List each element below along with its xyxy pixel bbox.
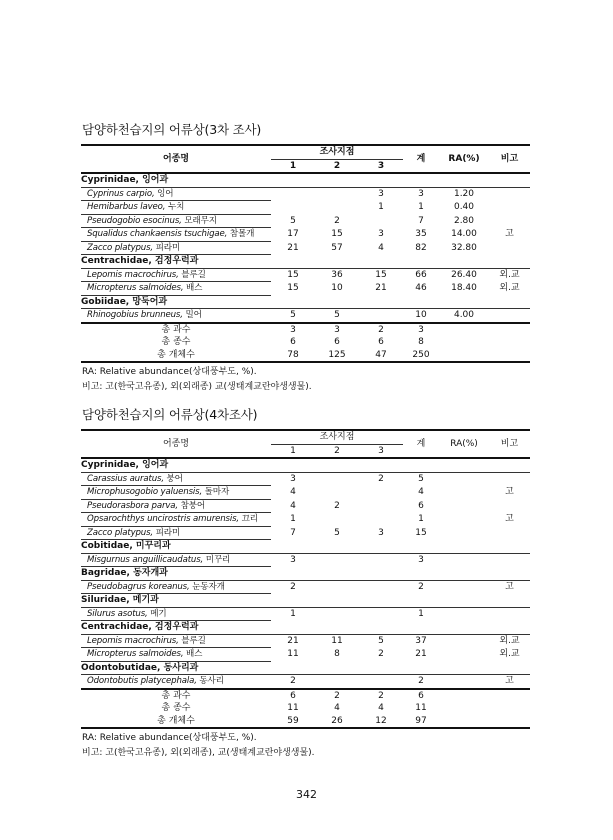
site-3-count — [359, 513, 403, 527]
site-2-count: 10 — [331, 283, 343, 293]
sum-total: 8 — [418, 337, 424, 347]
korean-name: 미꾸리 — [205, 554, 231, 565]
species-name — [81, 634, 271, 648]
total-row — [81, 349, 530, 363]
site-3-total: 12 — [359, 715, 403, 729]
site-3-count: 4 — [378, 242, 384, 253]
scientific-name: Pseudorasbora parva, — [87, 500, 178, 511]
scientific-name: Silurus asotus, — [87, 608, 148, 619]
total-row — [81, 702, 530, 715]
sum-count: 4 — [418, 487, 424, 497]
site-1-count: 1 — [290, 514, 296, 524]
header-site-3: 3 — [359, 444, 403, 458]
remark — [489, 472, 530, 486]
table-title-survey-3: 담양하천습지의 어류상(3차 조사) — [82, 122, 262, 137]
korean-name: 피라미 — [155, 242, 181, 253]
site-2-count — [315, 607, 359, 621]
site-2-total: 4 — [334, 703, 340, 713]
species-name — [81, 486, 271, 500]
site-1-count: 2 — [290, 581, 296, 592]
footnote-remarks: 비고: 고(한국고유종), 외(외래종), 교(생태계교란야생생물). — [82, 748, 315, 758]
header-note: 비고 — [489, 430, 530, 458]
sum-count: 37 — [415, 635, 427, 646]
header-site-1: 1 — [271, 444, 315, 458]
site-3-count: 21 — [375, 283, 387, 293]
site-2-count: 11 — [331, 635, 343, 646]
site-1-count: 4 — [290, 500, 296, 511]
site-3-count — [359, 499, 403, 513]
relative-abundance — [439, 472, 489, 486]
relative-abundance — [439, 675, 489, 689]
remark — [489, 526, 530, 540]
site-1-total: 59 — [271, 715, 315, 729]
relative-abundance: 32.80 — [451, 242, 477, 253]
sum-count: 2 — [418, 676, 424, 686]
footnote-ra: RA: Relative abundance(상대풍부도, %). — [82, 367, 257, 377]
relative-abundance — [439, 526, 489, 540]
scientific-name: Zacco platypus, — [87, 242, 154, 253]
sum-total: 11 — [415, 703, 427, 713]
scientific-name: Zacco platypus, — [87, 527, 154, 538]
relative-abundance: 2.80 — [453, 215, 475, 226]
header-sum: 계 — [403, 430, 439, 458]
site-3-count: 5 — [378, 635, 384, 646]
site-1-count — [271, 187, 315, 201]
korean-name: 동사리 — [199, 676, 224, 686]
species-name — [81, 187, 271, 201]
sum-count: 1 — [418, 608, 424, 619]
remark — [489, 553, 530, 567]
site-3-count — [359, 214, 403, 228]
korean-name: 잉어 — [157, 188, 174, 199]
sum-count: 6 — [418, 500, 424, 511]
scientific-name: Carassius auratus, — [87, 473, 164, 484]
scientific-name: Micropterus salmoides, — [87, 649, 184, 659]
species-name — [81, 607, 271, 621]
remark: 고 — [505, 229, 514, 239]
empty-cell — [439, 336, 489, 349]
total-row — [81, 715, 530, 729]
species-name — [81, 472, 271, 486]
korean-name: 참붕어 — [180, 500, 206, 511]
sum-count: 66 — [415, 269, 427, 280]
header-site-2: 2 — [315, 444, 359, 458]
korean-name: 누치 — [167, 202, 185, 212]
sum-total: 97 — [403, 715, 439, 729]
site-2-total: 6 — [334, 337, 340, 347]
species-name — [81, 228, 271, 242]
family-row — [81, 295, 530, 309]
species-name — [81, 214, 271, 228]
site-3-count: 1 — [378, 202, 384, 212]
sum-count: 2 — [418, 581, 424, 592]
scientific-name: Cyprinus carpio, — [87, 188, 155, 199]
site-3-total: 2 — [359, 689, 403, 703]
site-1-count: 2 — [290, 676, 296, 686]
header-species: 어종명 — [81, 145, 271, 173]
site-2-total: 26 — [315, 715, 359, 729]
relative-abundance — [439, 486, 489, 500]
scientific-name: Rhinogobius brunneus, — [87, 310, 183, 320]
remark: 고 — [505, 676, 514, 686]
family-name: Odontobutidae, 동사리과 — [81, 661, 530, 675]
family-row — [81, 255, 530, 269]
empty-cell — [439, 349, 489, 363]
remark — [489, 607, 530, 621]
species-row — [81, 526, 530, 540]
korean-name: 배스 — [186, 283, 203, 293]
site-3-total: 6 — [378, 337, 384, 347]
scientific-name: Squalidus chankaensis tsuchigae, — [87, 229, 228, 239]
sum-count: 1 — [418, 514, 424, 524]
remark — [489, 187, 530, 201]
empty-cell — [489, 702, 530, 715]
species-row — [81, 634, 530, 648]
species-row — [81, 214, 530, 228]
site-2-count: 5 — [334, 310, 340, 320]
sum-total: 6 — [403, 689, 439, 703]
species-name — [81, 648, 271, 662]
scientific-name: Hemibarbus laveo, — [87, 202, 166, 212]
scientific-name: Pseudogobio esocinus, — [87, 215, 182, 226]
fish-fauna-table-survey-3 — [81, 144, 530, 363]
remark: 고 — [505, 581, 514, 592]
relative-abundance: 0.40 — [453, 202, 475, 212]
site-2-count — [315, 187, 359, 201]
korean-name: 붕어 — [166, 473, 183, 484]
remark — [489, 201, 530, 215]
site-3-count — [359, 486, 403, 500]
site-2-count — [315, 580, 359, 594]
site-1-total: 6 — [271, 689, 315, 703]
korean-name: 블루길 — [181, 635, 206, 646]
korean-name: 밀어 — [185, 310, 202, 320]
family-name: Gobiidae, 망둑어과 — [81, 295, 530, 309]
scientific-name: Misgurnus anguillicaudatus, — [87, 554, 204, 565]
site-1-count: 11 — [287, 649, 299, 659]
korean-name: 돌마자 — [204, 487, 230, 497]
species-row — [81, 553, 530, 567]
empty-cell — [489, 715, 530, 729]
relative-abundance: 4.00 — [453, 310, 475, 320]
species-row — [81, 187, 530, 201]
korean-name: 모래무지 — [184, 215, 217, 226]
site-2-count — [315, 201, 359, 215]
species-row — [81, 282, 530, 296]
species-row — [81, 268, 530, 282]
site-1-count: 15 — [287, 269, 299, 280]
remark — [489, 241, 530, 255]
site-1-count: 21 — [287, 635, 299, 646]
relative-abundance — [439, 499, 489, 513]
site-1-count: 5 — [290, 310, 296, 320]
species-row — [81, 648, 530, 662]
site-3-count: 15 — [375, 269, 387, 280]
footnote-ra: RA: Relative abundance(상대풍부도, %). — [82, 733, 257, 743]
site-3-count: 3 — [378, 527, 384, 538]
header-ra: RA(%) — [439, 145, 489, 173]
remark: 외.교 — [499, 649, 520, 659]
korean-name: 참몰개 — [229, 229, 255, 239]
species-row — [81, 513, 530, 527]
site-2-count — [315, 486, 359, 500]
remark: 외.교 — [499, 269, 520, 280]
sum-count: 3 — [418, 188, 424, 199]
site-1-total: 78 — [271, 349, 315, 363]
relative-abundance — [439, 513, 489, 527]
korean-name: 끄리 — [241, 514, 258, 524]
family-row — [81, 621, 530, 635]
species-name — [81, 675, 271, 689]
relative-abundance — [439, 580, 489, 594]
scientific-name: Micropterus salmoides, — [87, 283, 184, 293]
header-site-2: 2 — [315, 159, 359, 173]
species-name — [81, 241, 271, 255]
site-3-count: 2 — [378, 473, 384, 484]
total-label: 총 종수 — [161, 337, 191, 347]
site-3-count — [359, 553, 403, 567]
site-1-count: 3 — [290, 473, 296, 484]
total-label: 총 과수 — [81, 689, 271, 703]
site-2-count: 8 — [334, 649, 340, 659]
site-1-count — [271, 201, 315, 215]
species-row — [81, 241, 530, 255]
species-name — [81, 201, 271, 215]
sum-count: 10 — [415, 310, 427, 320]
sum-total: 250 — [403, 349, 439, 363]
sum-count: 46 — [415, 283, 427, 293]
species-name — [81, 553, 271, 567]
relative-abundance — [439, 648, 489, 662]
korean-name: 눈동자개 — [192, 581, 225, 592]
species-row — [81, 486, 530, 500]
sum-count: 82 — [415, 242, 427, 253]
site-2-count: 36 — [331, 269, 343, 280]
scientific-name: Microphusogobio yaluensis, — [87, 487, 203, 497]
site-2-count: 15 — [331, 229, 343, 239]
site-3-count — [359, 675, 403, 689]
sum-total: 3 — [403, 323, 439, 337]
sum-count: 7 — [418, 215, 424, 226]
header-sum: 계 — [403, 145, 439, 173]
remark — [489, 309, 530, 323]
korean-name: 배스 — [186, 649, 203, 659]
site-2-count — [315, 472, 359, 486]
empty-cell — [439, 323, 489, 337]
table-title-survey-4: 담양하천습지의 어류상(4차조사) — [82, 407, 258, 422]
remark: 고 — [505, 487, 514, 497]
site-1-total: 3 — [271, 323, 315, 337]
empty-cell — [489, 336, 530, 349]
family-row — [81, 661, 530, 675]
species-name — [81, 580, 271, 594]
species-row — [81, 472, 530, 486]
relative-abundance: 1.20 — [453, 188, 475, 199]
site-2-count — [315, 675, 359, 689]
species-name — [81, 309, 271, 323]
family-name: Centrachidae, 검정우럭과 — [81, 255, 530, 269]
sum-count: 35 — [415, 229, 427, 239]
species-name — [81, 513, 271, 527]
site-1-count: 15 — [287, 283, 299, 293]
site-2-count: 57 — [331, 242, 343, 253]
family-name: Centrachidae, 검정우럭과 — [81, 621, 530, 635]
korean-name: 피라미 — [155, 527, 181, 538]
species-name — [81, 499, 271, 513]
header-species: 어종명 — [81, 430, 271, 458]
fish-fauna-table-survey-4 — [81, 429, 530, 729]
family-row — [81, 567, 530, 581]
header-sites-group: 조사지점 — [271, 145, 403, 159]
korean-name: 블루길 — [181, 269, 206, 280]
site-3-count — [359, 607, 403, 621]
species-name — [81, 268, 271, 282]
site-3-total: 2 — [359, 323, 403, 337]
scientific-name: Pseudobagrus koreanus, — [87, 581, 190, 592]
family-name: Cyprinidae, 잉어과 — [81, 458, 530, 472]
footnote-remarks: 비고: 고(한국고유종), 외(외래종) 교(생태계교란야생생물). — [82, 382, 312, 392]
site-2-count: 2 — [334, 500, 340, 511]
site-3-total: 47 — [359, 349, 403, 363]
remark — [489, 499, 530, 513]
family-name: Cyprinidae, 잉어과 — [81, 173, 530, 187]
species-row — [81, 201, 530, 215]
sum-count: 5 — [418, 473, 424, 484]
site-2-count: 2 — [334, 215, 340, 226]
remark: 외.교 — [499, 283, 520, 293]
site-1-count: 21 — [287, 242, 299, 253]
site-2-count: 5 — [334, 527, 340, 538]
relative-abundance — [439, 607, 489, 621]
species-row — [81, 499, 530, 513]
total-row — [81, 689, 530, 703]
site-1-count: 4 — [290, 487, 296, 497]
scientific-name: Lepomis macrochirus, — [87, 269, 179, 280]
site-1-count: 5 — [290, 215, 296, 226]
header-site-3: 3 — [359, 159, 403, 173]
species-row — [81, 607, 530, 621]
site-1-total: 6 — [290, 337, 296, 347]
species-name — [81, 526, 271, 540]
family-name: Siluridae, 메기과 — [81, 594, 530, 608]
scientific-name: Opsarochthys uncirostris amurensis, — [87, 514, 239, 524]
header-sites-group: 조사지점 — [271, 430, 403, 444]
relative-abundance — [439, 553, 489, 567]
header-site-1: 1 — [271, 159, 315, 173]
site-1-count: 17 — [287, 229, 299, 239]
family-name: Bagridae, 동자개과 — [81, 567, 530, 581]
species-name — [81, 282, 271, 296]
scientific-name: Lepomis macrochirus, — [87, 635, 179, 646]
species-row — [81, 309, 530, 323]
site-3-count: 3 — [378, 188, 384, 199]
sum-count: 15 — [415, 527, 427, 538]
site-1-count: 3 — [290, 554, 296, 565]
relative-abundance: 18.40 — [451, 283, 477, 293]
site-3-count — [359, 309, 403, 323]
site-3-total: 4 — [378, 703, 384, 713]
empty-cell — [489, 323, 530, 337]
empty-cell — [489, 689, 530, 703]
family-row — [81, 540, 530, 554]
remark: 외.교 — [499, 635, 520, 646]
sum-count: 3 — [418, 554, 424, 565]
sum-count: 1 — [418, 202, 424, 212]
total-label: 총 개체수 — [81, 349, 271, 363]
site-1-total: 11 — [287, 703, 299, 713]
page-number: 342 — [296, 788, 317, 801]
site-2-total: 2 — [315, 689, 359, 703]
site-2-count — [315, 553, 359, 567]
remark: 고 — [505, 514, 514, 524]
remark — [489, 214, 530, 228]
site-3-count: 3 — [378, 229, 384, 239]
empty-cell — [439, 689, 489, 703]
total-label: 총 종수 — [161, 703, 191, 713]
empty-cell — [439, 715, 489, 729]
relative-abundance — [439, 634, 489, 648]
header-note: 비고 — [489, 145, 530, 173]
header-ra: RA(%) — [439, 430, 489, 458]
family-row — [81, 173, 530, 187]
site-1-count: 1 — [290, 608, 296, 619]
empty-cell — [439, 702, 489, 715]
site-2-total: 125 — [315, 349, 359, 363]
korean-name: 메기 — [150, 608, 167, 619]
species-row — [81, 228, 530, 242]
family-name: Cobitidae, 미꾸리과 — [81, 540, 530, 554]
site-3-count: 2 — [378, 649, 384, 659]
sum-count: 21 — [415, 649, 427, 659]
empty-cell — [489, 349, 530, 363]
family-row — [81, 594, 530, 608]
total-label: 총 과수 — [81, 323, 271, 337]
total-label: 총 개체수 — [81, 715, 271, 729]
site-3-count — [359, 580, 403, 594]
total-row — [81, 323, 530, 337]
scientific-name: Odontobutis platycephala, — [87, 676, 197, 686]
relative-abundance: 26.40 — [451, 269, 477, 280]
total-row — [81, 336, 530, 349]
relative-abundance: 14.00 — [451, 229, 477, 239]
species-row — [81, 580, 530, 594]
site-2-total: 3 — [315, 323, 359, 337]
species-row — [81, 675, 530, 689]
site-1-count: 7 — [290, 527, 296, 538]
family-row — [81, 458, 530, 472]
site-2-count — [315, 513, 359, 527]
